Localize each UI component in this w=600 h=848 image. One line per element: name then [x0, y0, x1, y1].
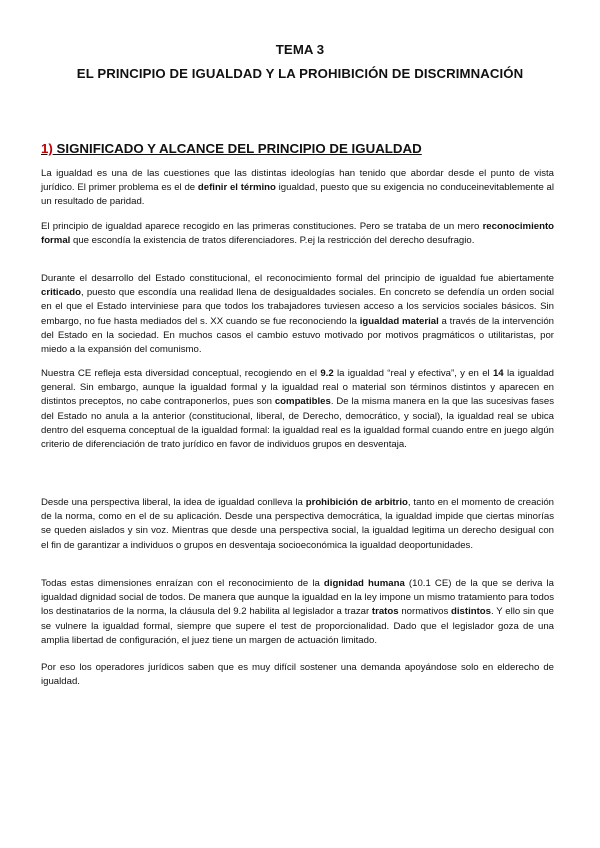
- bold-term: criticado: [41, 287, 81, 299]
- text-run: Nuestra CE refleja esta diversidad conceptual, recogiendo en el: [41, 368, 321, 379]
- bold-term: definir el término: [197, 182, 276, 194]
- text-run: Durante el desarrollo del Estado constitucional, el reconocimiento formal del principio de igualdad fue abiertamente: [41, 273, 554, 284]
- section-number: 1): [41, 141, 53, 156]
- text-run: . Y ello sin que se vulnere la igualdad formal, siempre que supere el test de proporcionalidad. Dado que el legislador goza de una amplia libertad de configuración, el juez tiene un margen de actuación limitado.: [41, 606, 554, 646]
- text-run: normativos: [398, 606, 452, 618]
- text-run: . De la misma manera en la que las sucesivas fases del Estado no anula a la anterior (constitucional, liberal, de Derecho, democrático, y social), la igualdad real se ubica dentro del esquema conceptual de la igualdad formal: la igualdad real es la igualdad formal cuando entre en juego algún criterio de diferenciación de trato jurídico en favor de individuos grupos en desventaja.: [41, 396, 554, 451]
- text-run: la igualdad “real y efectiva”, y en el: [333, 368, 493, 379]
- text-run: a través de la intervención del Estado en la sociedad. En muchos casos el cambio estuvo motivado por motivos pragmáticos o utilitaristas, por miedo a la expansión del comunismo.: [41, 315, 554, 356]
- text-run: Por eso los operadores jurídicos saben que es muy difícil sostener una demanda apoyándose solo en elderecho de igualdad.: [41, 662, 554, 688]
- bold-term: reconocimiento formal: [41, 221, 554, 247]
- paragraph-2: [41, 220, 554, 248]
- bold-term: 9.2: [320, 368, 334, 379]
- paragraph-3: [41, 272, 554, 357]
- text-run: Desde una perspectiva liberal, la idea de igualdad conlleva la: [41, 497, 306, 508]
- bold-term: compatibles: [274, 396, 331, 408]
- text-run: igualdad, puesto que su exigencia no conduceinevitablemente al un resultado de paridad.: [41, 182, 555, 208]
- text-run: que escondía la existencia de tratos diferenciadores. P.ej la restricción del derecho desufragio.: [70, 235, 475, 247]
- bold-term: prohibición de arbitrio: [305, 497, 408, 508]
- page-title: EL PRINCIPIO DE IGUALDAD Y LA PROHIBICIÓN DE DISCRIMNACIÓN: [76, 66, 524, 81]
- section-heading: [41, 141, 422, 156]
- text-run: , puesto que escondía una realidad llena de desigualdades sociales. En concreto se defendía un orden social en el que el Estado interviniese para que todos los trabajadores tuviesen acceso a los servicios sociales básicos. Sin embargo, no fue hasta mediados del s. XX cuando se fue reconociendo la: [41, 287, 554, 327]
- text-run: El principio de igualdad aparece recogido en las primeras constituciones. Pero se trataba de un mero: [41, 221, 483, 232]
- bold-term: tratos: [371, 606, 399, 618]
- section-title: SIGNIFICADO Y ALCANCE DEL PRINCIPIO DE IGUALDAD: [56, 141, 422, 156]
- bold-term: igualdad material: [359, 315, 439, 327]
- paragraph-7: [41, 661, 554, 689]
- paragraph-1: [41, 167, 554, 210]
- text-run: la igualdad general. Sin embargo, aunque la igualdad formal y la igualdad real o material son términos distintos y aparecen en distintos preceptos, no cabe contraponerlos, pues son: [41, 368, 554, 408]
- tema-heading: TEMA 3: [275, 42, 325, 57]
- paragraph-6: [41, 577, 554, 648]
- text-run: (10.1 CE) de la que se deriva la igualdad dignidad social de todos. De manera que aunque la igualdad en la ley impone un mismo tratamiento para todos los destinatarios de la norma, la cláusula del 9.2 habilita al legislador a trazar: [41, 578, 554, 618]
- text-run: La igualdad es una de las cuestiones que las distintas ideologías han tenido que abordar desde el punto de vista jurídico. El primer problema es el de: [41, 168, 554, 194]
- bold-term: distintos: [451, 606, 492, 618]
- paragraph-5: [41, 496, 554, 553]
- bold-term: 14: [492, 368, 504, 379]
- text-run: Todas estas dimensiones enraízan con el reconocimiento de la: [41, 578, 324, 589]
- paragraph-4: [41, 367, 554, 452]
- text-run: , tanto en el momento de creación de la norma, como en el de su aplicación. Desde una perspectiva democrática, la igualdad impide que ciertas minorías se queden aislados y sin voz. Mientras que desde una perspectiva social, la igualdad legitima un derecho desigual con el fin de garantizar a individuos o grupos en desventaja socioeconómica la igualdad deoportunidades.: [41, 497, 555, 551]
- bold-term: dignidad humana: [323, 578, 405, 589]
